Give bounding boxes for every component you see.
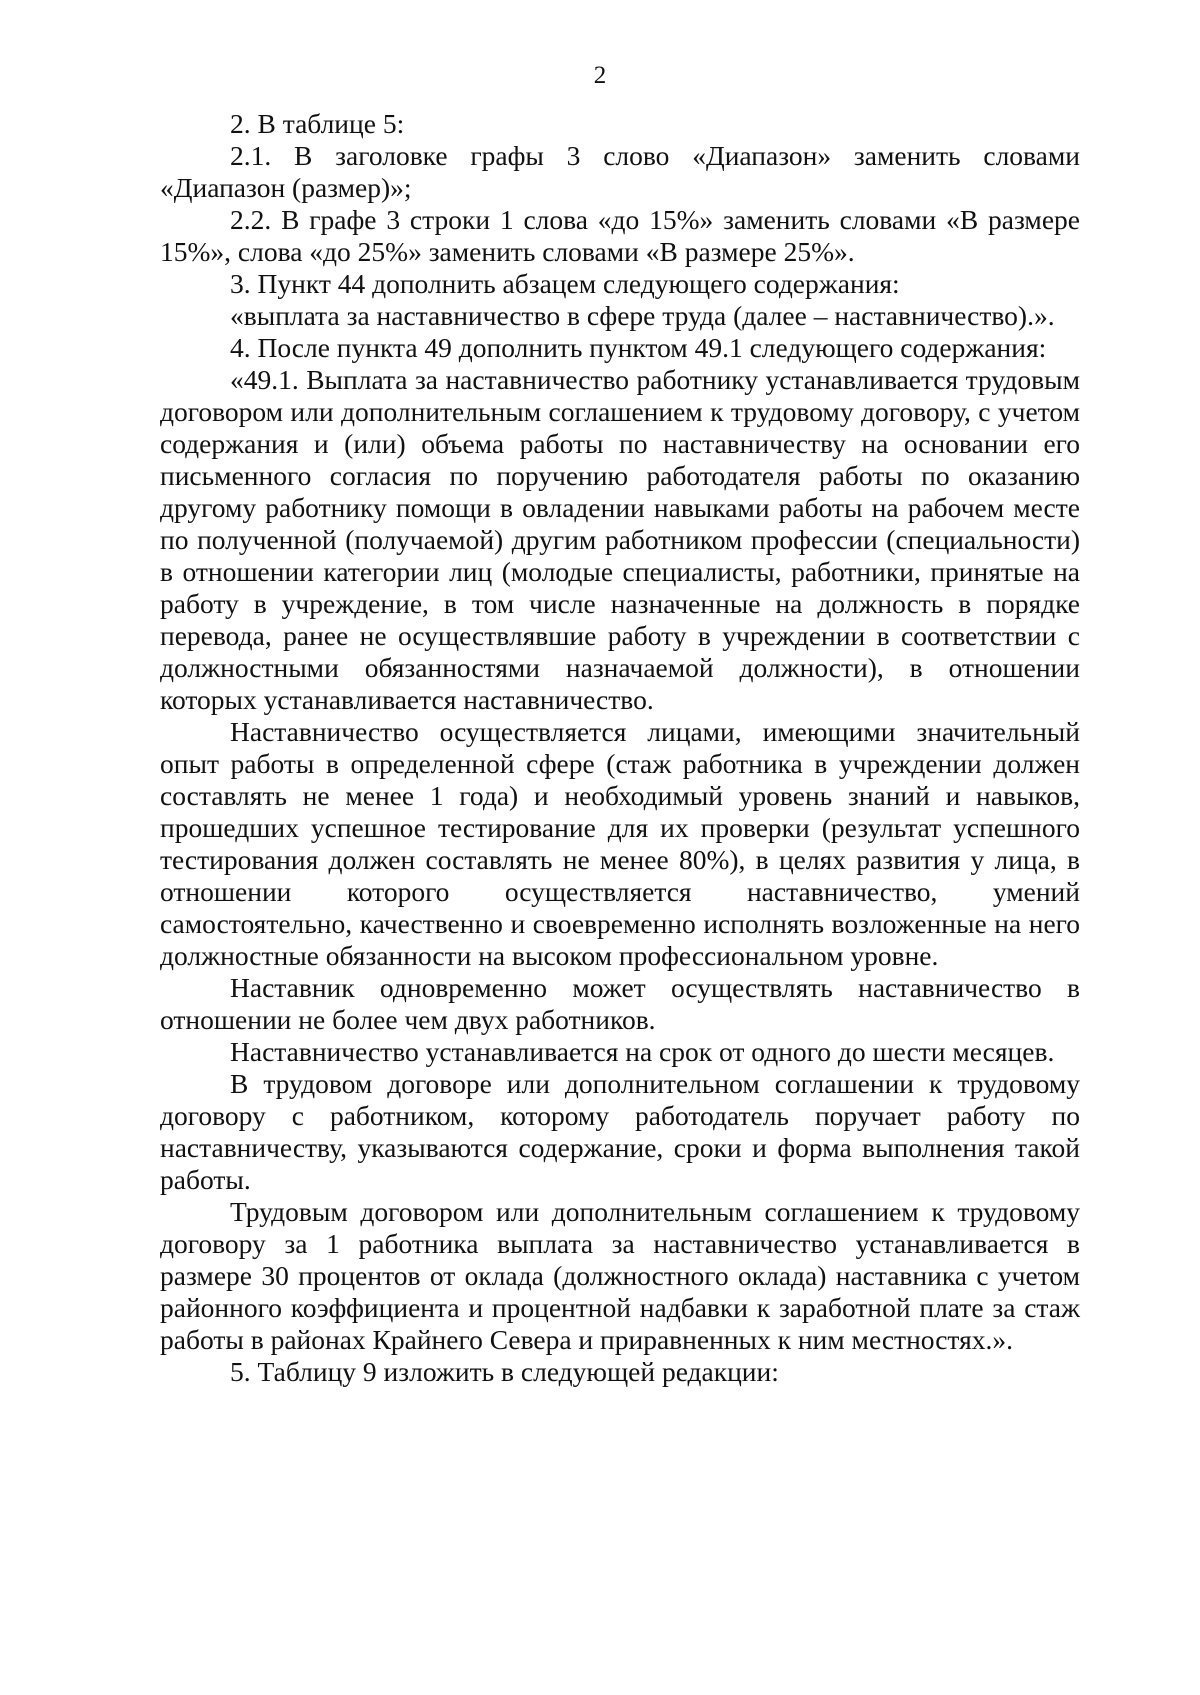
paragraph-mentorship-term: Наставничество устанавливается на срок от одного до шести месяцев.: [230, 1036, 1055, 1067]
paragraph-49-1: «49.1. Выплата за наставничество работнику устанавливается трудовым договором или дополнительным соглашением к трудовому договору, с учетом содержания и (или) объема работы по наставничеству на основании его письменного согласия по поручению работодателя работы по оказанию другому работнику помощи в овладении навыками работы на рабочем месте по полученной (получаемой) другим работником профессии (специальности) в отношении категории лиц (молодые специалисты, работники, принятые на работу в учреждение, в том числе назначенные на должность в порядке перевода, ранее не осуществлявшие работу в учреждении в соответствии с должностными обязанностями назначаемой должности), в отношении которых устанавливается наставничество.: [160, 364, 1080, 715]
paragraph-3-quote: «выплата за наставничество в сфере труда (далее – наставничество).».: [230, 300, 1055, 331]
paragraph-2-2: 2.2. В графе 3 строки 1 слова «до 15%» заменить словами «В размере 15%», слова «до 25%» заменить словами «В размере 25%».: [160, 204, 1080, 267]
paragraph-contract-details: В трудовом договоре или дополнительном соглашении к трудовому договору с работником, которому работодатель поручает работу по наставничеству, указываются содержание, сроки и форма выполнения такой работы.: [160, 1068, 1080, 1195]
paragraph-5: 5. Таблицу 9 изложить в следующей редакции:: [230, 1356, 779, 1387]
paragraph-3: 3. Пункт 44 дополнить абзацем следующего содержания:: [230, 268, 900, 299]
paragraph-2-1: 2.1. В заголовке графы 3 слово «Диапазон» заменить словами «Диапазон (размер)»;: [160, 140, 1080, 203]
paragraph-payment-amount: Трудовым договором или дополнительным соглашением к трудовому договору за 1 работника выплата за наставничество устанавливается в размере 30 процентов от оклада (должностного оклада) наставника с учетом районного коэффициента и процентной надбавки к заработной плате за стаж работы в районах Крайнего Севера и приравненных к ним местностях.».: [160, 1196, 1080, 1355]
paragraph-4: 4. После пункта 49 дополнить пунктом 49.1 следующего содержания:: [230, 332, 1047, 363]
paragraph-table5-heading: 2. В таблице 5:: [230, 108, 405, 139]
document-body: [160, 108, 1080, 1388]
paragraph-mentorship-persons: Наставничество осуществляется лицами, имеющими значительный опыт работы в определенной сфере (стаж работника в учреждении должен составлять не менее 1 года) и необходимый уровень знаний и навыков, прошедших успешное тестирование для их проверки (результат успешного тестирования должен составлять не менее 80%), в целях развития у лица, в отношении которого осуществляется наставничество, умений самостоятельно, качественно и своевременно исполнять возложенные на него должностные обязанности на высоком профессиональном уровне.: [160, 716, 1080, 971]
page-number: 2: [593, 62, 607, 89]
paragraph-mentor-limit: Наставник одновременно может осуществлять наставничество в отношении не более чем двух работников.: [160, 972, 1080, 1035]
